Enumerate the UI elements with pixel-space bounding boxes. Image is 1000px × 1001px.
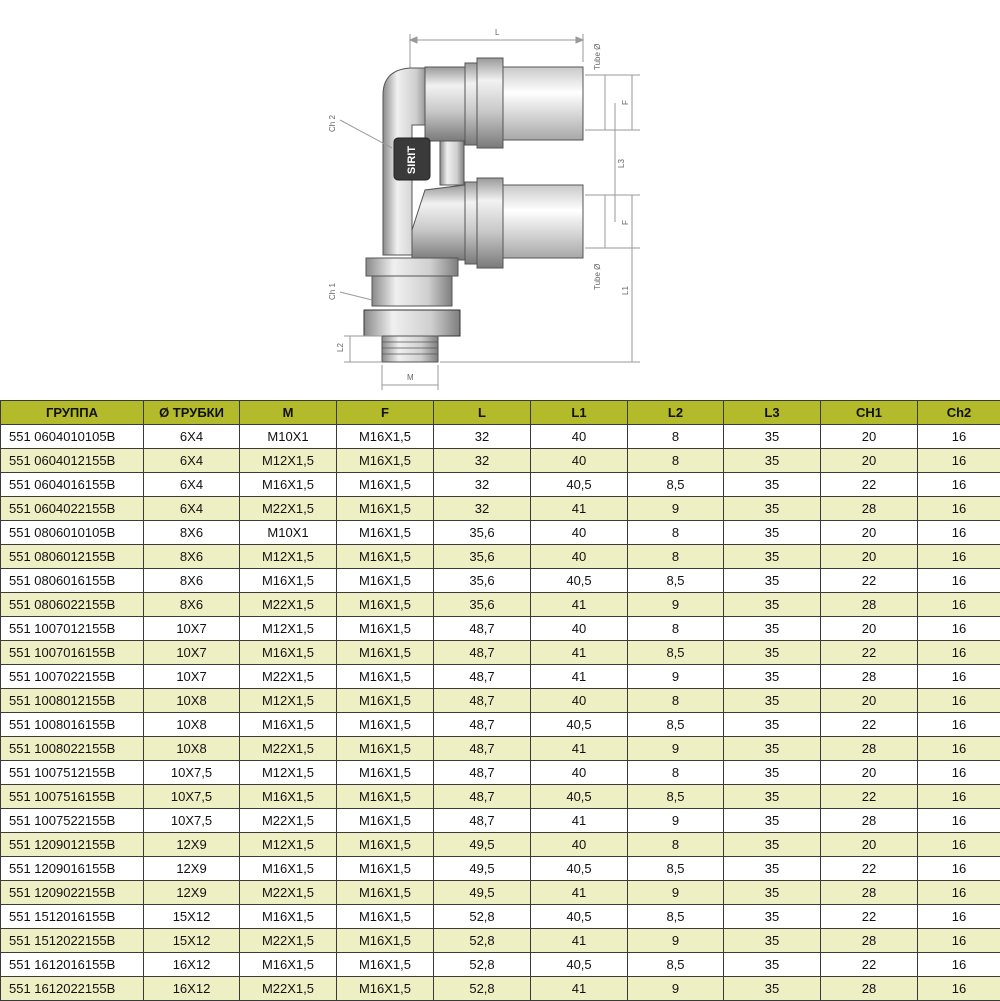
table-cell: M22X1,5 xyxy=(240,497,337,521)
column-header: ГРУППА xyxy=(1,401,144,425)
column-header: L2 xyxy=(628,401,724,425)
table-cell: 48,7 xyxy=(434,761,531,785)
table-cell: M22X1,5 xyxy=(240,593,337,617)
table-cell: M10X1 xyxy=(240,521,337,545)
table-cell: 16 xyxy=(918,473,1000,497)
table-cell: M16X1,5 xyxy=(240,857,337,881)
table-cell: 41 xyxy=(531,929,628,953)
table-cell: 28 xyxy=(821,809,918,833)
table-cell: 8,5 xyxy=(628,953,724,977)
table-cell: 551 1209022155B xyxy=(1,881,144,905)
table-row xyxy=(1,881,1000,905)
table-cell: 8,5 xyxy=(628,641,724,665)
table-cell: 16 xyxy=(918,665,1000,689)
table-cell: 22 xyxy=(821,641,918,665)
table-row xyxy=(1,737,1000,761)
table-cell: 20 xyxy=(821,425,918,449)
table-cell: 10X7 xyxy=(144,641,240,665)
table-cell: 40 xyxy=(531,425,628,449)
table-cell: 16 xyxy=(918,641,1000,665)
table-cell: 551 1612022155B xyxy=(1,977,144,1001)
table-cell: 12X9 xyxy=(144,857,240,881)
table-cell: 9 xyxy=(628,977,724,1001)
table-cell: 35 xyxy=(724,761,821,785)
fitting-technical-drawing xyxy=(0,0,1000,400)
table-cell: 40,5 xyxy=(531,569,628,593)
table-cell: 8 xyxy=(628,617,724,641)
table-row xyxy=(1,665,1000,689)
table-cell: 10X7 xyxy=(144,617,240,641)
table-row xyxy=(1,929,1000,953)
table-cell: 10X7 xyxy=(144,665,240,689)
table-cell: 20 xyxy=(821,521,918,545)
table-row xyxy=(1,953,1000,977)
table-cell: M16X1,5 xyxy=(240,785,337,809)
table-cell: 8X6 xyxy=(144,593,240,617)
table-row xyxy=(1,689,1000,713)
table-cell: 16X12 xyxy=(144,953,240,977)
table-cell: 9 xyxy=(628,665,724,689)
table-row xyxy=(1,545,1000,569)
table-cell: 551 1209012155B xyxy=(1,833,144,857)
table-cell: M16X1,5 xyxy=(337,785,434,809)
table-cell: 28 xyxy=(821,665,918,689)
table-row xyxy=(1,593,1000,617)
table-body xyxy=(1,425,1000,1001)
table-cell: 35 xyxy=(724,497,821,521)
table-cell: M16X1,5 xyxy=(337,905,434,929)
table-cell: 35 xyxy=(724,809,821,833)
table-cell: 35 xyxy=(724,713,821,737)
table-cell: 22 xyxy=(821,713,918,737)
table-cell: 22 xyxy=(821,953,918,977)
table-cell: 35 xyxy=(724,785,821,809)
table-row xyxy=(1,425,1000,449)
table-cell: M12X1,5 xyxy=(240,449,337,473)
table-row xyxy=(1,473,1000,497)
table-cell: 16 xyxy=(918,497,1000,521)
table-cell: 35 xyxy=(724,449,821,473)
table-cell: 20 xyxy=(821,833,918,857)
column-header: F xyxy=(337,401,434,425)
table-cell: 9 xyxy=(628,881,724,905)
table-cell: 16 xyxy=(918,449,1000,473)
table-cell: 28 xyxy=(821,881,918,905)
table-cell: 48,7 xyxy=(434,713,531,737)
table-cell: 52,8 xyxy=(434,953,531,977)
table-cell: 16 xyxy=(918,761,1000,785)
table-cell: 15X12 xyxy=(144,905,240,929)
table-cell: M10X1 xyxy=(240,425,337,449)
table-cell: 20 xyxy=(821,449,918,473)
table-cell: 16 xyxy=(918,905,1000,929)
table-cell: 41 xyxy=(531,809,628,833)
table-cell: M16X1,5 xyxy=(337,665,434,689)
table-cell: 49,5 xyxy=(434,857,531,881)
table-cell: 15X12 xyxy=(144,929,240,953)
specification-table xyxy=(0,400,1000,1001)
table-cell: 28 xyxy=(821,593,918,617)
table-cell: 16 xyxy=(918,521,1000,545)
table-cell: 35 xyxy=(724,689,821,713)
table-cell: 551 0806012155B xyxy=(1,545,144,569)
table-cell: 9 xyxy=(628,737,724,761)
brand-badge xyxy=(394,138,430,180)
table-cell: 41 xyxy=(531,665,628,689)
table-cell: 40 xyxy=(531,449,628,473)
table-cell: 551 0604012155B xyxy=(1,449,144,473)
table-cell: 35,6 xyxy=(434,569,531,593)
table-row xyxy=(1,761,1000,785)
table-cell: 10X7,5 xyxy=(144,809,240,833)
table-cell: M16X1,5 xyxy=(337,689,434,713)
table-cell: 40,5 xyxy=(531,953,628,977)
table-cell: 35 xyxy=(724,425,821,449)
table-cell: M16X1,5 xyxy=(337,929,434,953)
table-cell: 35 xyxy=(724,905,821,929)
table-cell: M16X1,5 xyxy=(240,473,337,497)
table-cell: 10X8 xyxy=(144,689,240,713)
table-cell: 35 xyxy=(724,665,821,689)
table-cell: 16 xyxy=(918,785,1000,809)
table-cell: 10X7,5 xyxy=(144,785,240,809)
table-cell: M12X1,5 xyxy=(240,545,337,569)
column-header: L1 xyxy=(531,401,628,425)
table-cell: 22 xyxy=(821,473,918,497)
table-cell: 8 xyxy=(628,833,724,857)
table-cell: 8 xyxy=(628,545,724,569)
table-cell: M22X1,5 xyxy=(240,809,337,833)
table-cell: 6X4 xyxy=(144,425,240,449)
table-row xyxy=(1,713,1000,737)
table-cell: M12X1,5 xyxy=(240,689,337,713)
table-cell: M16X1,5 xyxy=(337,617,434,641)
dimension-L-label: L xyxy=(495,28,500,37)
table-cell: 35 xyxy=(724,641,821,665)
table-cell: 32 xyxy=(434,425,531,449)
table-cell: M16X1,5 xyxy=(337,521,434,545)
dimension-M-label: M xyxy=(407,373,414,382)
dimension-tube-label-upper: Tube Ø xyxy=(593,44,602,70)
table-cell: 41 xyxy=(531,737,628,761)
table-row xyxy=(1,833,1000,857)
table-cell: M16X1,5 xyxy=(337,737,434,761)
table-cell: 16 xyxy=(918,713,1000,737)
table-cell: M16X1,5 xyxy=(337,881,434,905)
table-cell: 35,6 xyxy=(434,545,531,569)
table-cell: 551 1008016155B xyxy=(1,713,144,737)
table-cell: 551 1512022155B xyxy=(1,929,144,953)
table-cell: 551 1008012155B xyxy=(1,689,144,713)
table-cell: 8,5 xyxy=(628,785,724,809)
table-cell: M16X1,5 xyxy=(337,713,434,737)
table-row xyxy=(1,809,1000,833)
table-cell: 22 xyxy=(821,569,918,593)
table-cell: 551 0806010105B xyxy=(1,521,144,545)
table-cell: 8 xyxy=(628,761,724,785)
table-cell: 35 xyxy=(724,833,821,857)
table-cell: 28 xyxy=(821,497,918,521)
table-cell: 8 xyxy=(628,521,724,545)
table-cell: 16 xyxy=(918,737,1000,761)
table-cell: 40 xyxy=(531,545,628,569)
table-cell: 40 xyxy=(531,689,628,713)
table-cell: 12X9 xyxy=(144,833,240,857)
brand-label: SIRIT xyxy=(406,146,418,174)
table-cell: 551 1007022155B xyxy=(1,665,144,689)
table-cell: M12X1,5 xyxy=(240,617,337,641)
table-cell: M16X1,5 xyxy=(240,569,337,593)
table-cell: 35 xyxy=(724,473,821,497)
table-cell: 49,5 xyxy=(434,833,531,857)
table-cell: M12X1,5 xyxy=(240,833,337,857)
table-cell: 16 xyxy=(918,545,1000,569)
table-cell: M16X1,5 xyxy=(337,593,434,617)
table-cell: M22X1,5 xyxy=(240,977,337,1001)
table-cell: M16X1,5 xyxy=(337,857,434,881)
table-cell: M16X1,5 xyxy=(337,977,434,1001)
dimension-L1-label: L1 xyxy=(621,286,630,295)
table-cell: 6X4 xyxy=(144,473,240,497)
table-cell: 16 xyxy=(918,857,1000,881)
table-cell: 16 xyxy=(918,593,1000,617)
table-cell: 35 xyxy=(724,953,821,977)
table-cell: 551 1209016155B xyxy=(1,857,144,881)
table-cell: 9 xyxy=(628,497,724,521)
dimension-F-label-lower: F xyxy=(621,220,630,225)
table-cell: 28 xyxy=(821,929,918,953)
table-cell: 16 xyxy=(918,569,1000,593)
table-cell: 41 xyxy=(531,593,628,617)
dimension-L3-label: L3 xyxy=(617,159,626,168)
table-cell: 10X8 xyxy=(144,713,240,737)
table-cell: 8 xyxy=(628,425,724,449)
table-cell: 35 xyxy=(724,617,821,641)
table-cell: 35,6 xyxy=(434,521,531,545)
table-cell: 20 xyxy=(821,761,918,785)
table-cell: 8X6 xyxy=(144,521,240,545)
table-cell: 40,5 xyxy=(531,857,628,881)
table-cell: 40 xyxy=(531,521,628,545)
table-cell: 48,7 xyxy=(434,785,531,809)
table-cell: 52,8 xyxy=(434,977,531,1001)
column-header: CH1 xyxy=(821,401,918,425)
table-cell: 551 1007522155B xyxy=(1,809,144,833)
table-cell: 40 xyxy=(531,617,628,641)
table-cell: 40 xyxy=(531,833,628,857)
table-cell: M22X1,5 xyxy=(240,881,337,905)
table-cell: M16X1,5 xyxy=(240,905,337,929)
table-cell: M16X1,5 xyxy=(240,713,337,737)
table-cell: 551 0604010105B xyxy=(1,425,144,449)
table-cell: M12X1,5 xyxy=(240,761,337,785)
dimension-ch1-label: Ch 1 xyxy=(328,283,337,300)
table-cell: 35 xyxy=(724,929,821,953)
table-cell: 16 xyxy=(918,929,1000,953)
table-cell: 35,6 xyxy=(434,593,531,617)
table-cell: 551 0604016155B xyxy=(1,473,144,497)
table-row xyxy=(1,977,1000,1001)
table-cell: 52,8 xyxy=(434,929,531,953)
table-cell: 9 xyxy=(628,593,724,617)
table-cell: 32 xyxy=(434,497,531,521)
table-cell: M16X1,5 xyxy=(337,809,434,833)
table-cell: 16 xyxy=(918,617,1000,641)
table-cell: 8,5 xyxy=(628,905,724,929)
table-cell: 8,5 xyxy=(628,713,724,737)
table-cell: 48,7 xyxy=(434,665,531,689)
table-cell: 551 1007516155B xyxy=(1,785,144,809)
table-cell: 20 xyxy=(821,689,918,713)
table-header xyxy=(1,401,1000,425)
table-cell: M22X1,5 xyxy=(240,737,337,761)
table-cell: 16 xyxy=(918,953,1000,977)
table-cell: 6X4 xyxy=(144,449,240,473)
table-cell: 8X6 xyxy=(144,569,240,593)
table-cell: 32 xyxy=(434,449,531,473)
header-row xyxy=(1,401,1000,425)
table-row xyxy=(1,905,1000,929)
table-row xyxy=(1,521,1000,545)
table-cell: 35 xyxy=(724,569,821,593)
table-cell: 16 xyxy=(918,809,1000,833)
column-header: L3 xyxy=(724,401,821,425)
dimension-F-label-upper: F xyxy=(621,100,630,105)
table-cell: 16 xyxy=(918,833,1000,857)
table-cell: 9 xyxy=(628,809,724,833)
table-row xyxy=(1,857,1000,881)
table-cell: 10X8 xyxy=(144,737,240,761)
table-row xyxy=(1,569,1000,593)
table-cell: 41 xyxy=(531,641,628,665)
table-cell: 48,7 xyxy=(434,737,531,761)
table-cell: 48,7 xyxy=(434,617,531,641)
dimension-tube-label-lower: Tube Ø xyxy=(593,264,602,290)
table-cell: 551 1008022155B xyxy=(1,737,144,761)
table-cell: M16X1,5 xyxy=(337,425,434,449)
table-cell: 35 xyxy=(724,593,821,617)
table-cell: 22 xyxy=(821,905,918,929)
table-cell: M16X1,5 xyxy=(337,641,434,665)
table-cell: 8 xyxy=(628,449,724,473)
table-cell: M16X1,5 xyxy=(337,833,434,857)
dimension-L2-label: L2 xyxy=(336,343,345,352)
table-cell: 41 xyxy=(531,881,628,905)
table-row xyxy=(1,785,1000,809)
table-cell: 16 xyxy=(918,977,1000,1001)
table-cell: 35 xyxy=(724,545,821,569)
table-cell: 22 xyxy=(821,857,918,881)
table-row xyxy=(1,497,1000,521)
table-cell: 41 xyxy=(531,497,628,521)
table-row xyxy=(1,449,1000,473)
table-cell: 6X4 xyxy=(144,497,240,521)
table-cell: 16X12 xyxy=(144,977,240,1001)
table-cell: 551 1007016155B xyxy=(1,641,144,665)
table-cell: 8,5 xyxy=(628,569,724,593)
fitting-body xyxy=(364,58,583,362)
table-cell: 48,7 xyxy=(434,689,531,713)
column-header: Ø ТРУБКИ xyxy=(144,401,240,425)
table-cell: 8 xyxy=(628,689,724,713)
table-cell: 49,5 xyxy=(434,881,531,905)
table-cell: 35 xyxy=(724,881,821,905)
table-cell: M16X1,5 xyxy=(337,497,434,521)
table-cell: 10X7,5 xyxy=(144,761,240,785)
table-cell: 40,5 xyxy=(531,785,628,809)
table-cell: 40,5 xyxy=(531,713,628,737)
table-cell: 28 xyxy=(821,977,918,1001)
table-cell: 16 xyxy=(918,881,1000,905)
table-cell: 40,5 xyxy=(531,473,628,497)
table-cell: 52,8 xyxy=(434,905,531,929)
table-cell: M16X1,5 xyxy=(337,545,434,569)
table-cell: M22X1,5 xyxy=(240,929,337,953)
table-cell: 35 xyxy=(724,977,821,1001)
column-header: Ch2 xyxy=(918,401,1000,425)
table-cell: M16X1,5 xyxy=(337,449,434,473)
table-cell: 12X9 xyxy=(144,881,240,905)
table-cell: 551 0806022155B xyxy=(1,593,144,617)
table-cell: 35 xyxy=(724,857,821,881)
table-cell: 8X6 xyxy=(144,545,240,569)
dimension-ch2-label: Ch 2 xyxy=(328,115,337,132)
table-cell: 22 xyxy=(821,785,918,809)
table-cell: 40 xyxy=(531,761,628,785)
table-cell: 16 xyxy=(918,689,1000,713)
table-cell: 16 xyxy=(918,425,1000,449)
table-cell: M16X1,5 xyxy=(337,473,434,497)
table-cell: 40,5 xyxy=(531,905,628,929)
table-cell: 551 1007012155B xyxy=(1,617,144,641)
table-cell: 551 1512016155B xyxy=(1,905,144,929)
table-cell: 551 0806016155B xyxy=(1,569,144,593)
table-cell: M22X1,5 xyxy=(240,665,337,689)
table-cell: 551 1612016155B xyxy=(1,953,144,977)
table-cell: 551 1007512155B xyxy=(1,761,144,785)
table-cell: M16X1,5 xyxy=(337,953,434,977)
table-cell: 8,5 xyxy=(628,473,724,497)
table-cell: 28 xyxy=(821,737,918,761)
column-header: M xyxy=(240,401,337,425)
table-cell: 20 xyxy=(821,545,918,569)
table-cell: 20 xyxy=(821,617,918,641)
table-cell: 35 xyxy=(724,737,821,761)
table-cell: 48,7 xyxy=(434,809,531,833)
table-row xyxy=(1,617,1000,641)
table-cell: 32 xyxy=(434,473,531,497)
table-row xyxy=(1,641,1000,665)
column-header: L xyxy=(434,401,531,425)
table-cell: M16X1,5 xyxy=(337,569,434,593)
table-cell: M16X1,5 xyxy=(240,953,337,977)
table-cell: 41 xyxy=(531,977,628,1001)
table-cell: M16X1,5 xyxy=(240,641,337,665)
table-cell: 8,5 xyxy=(628,857,724,881)
table-cell: 551 0604022155B xyxy=(1,497,144,521)
table-cell: 9 xyxy=(628,929,724,953)
table-cell: M16X1,5 xyxy=(337,761,434,785)
table-cell: 48,7 xyxy=(434,641,531,665)
table-cell: 35 xyxy=(724,521,821,545)
